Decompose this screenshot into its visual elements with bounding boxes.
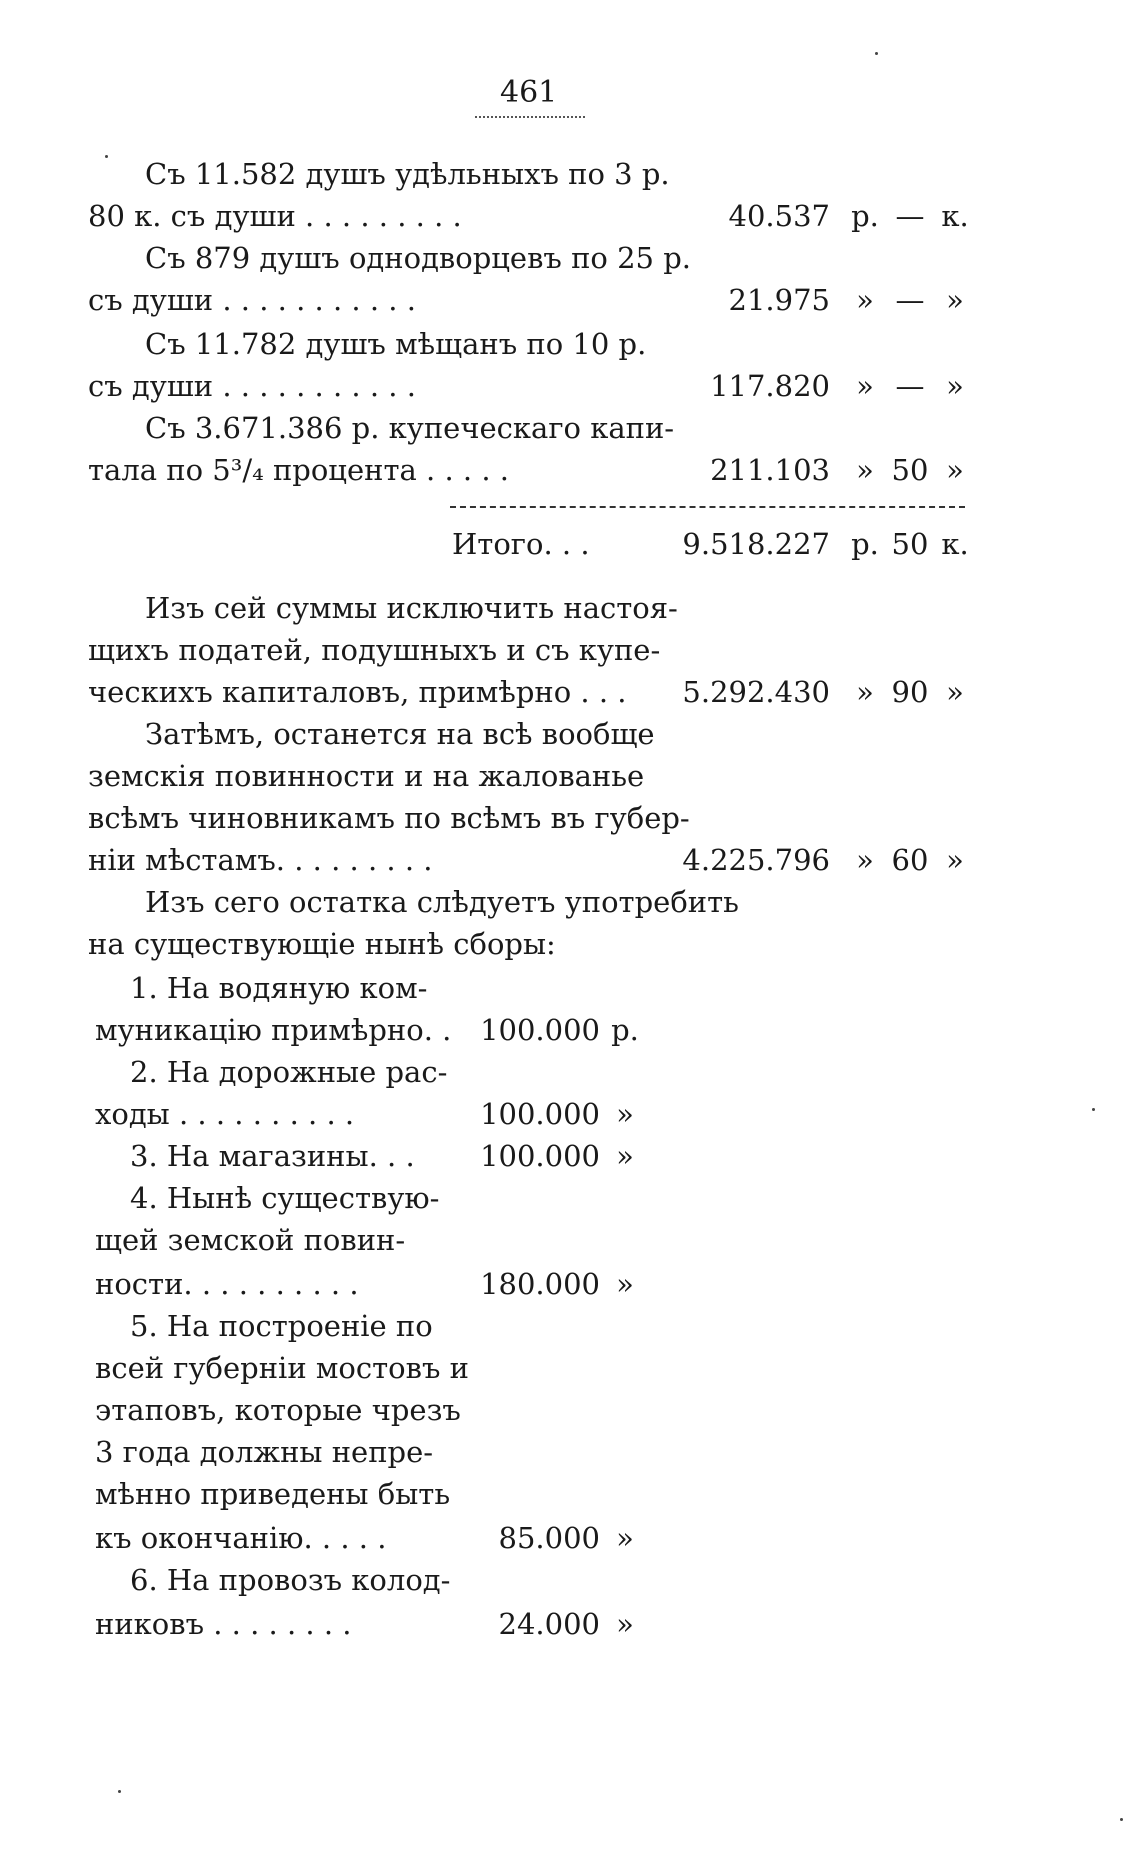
- exclude-kopecks: 90: [891, 675, 929, 709]
- entry-text: Съ 3.671.386 р. купеческаго капи-: [145, 411, 675, 445]
- item-text: ходы . . . . . . . . . .: [95, 1097, 355, 1131]
- entry-kopecks: 50: [891, 453, 929, 487]
- scan-speck: [105, 155, 108, 158]
- scan-speck: [1120, 1818, 1123, 1821]
- entry-kopecks: —: [895, 283, 925, 317]
- remain-sum: 4.225.796: [682, 843, 830, 877]
- item-sum: 85.000: [498, 1521, 600, 1555]
- entry-text: съ души . . . . . . . . . . .: [88, 283, 416, 317]
- entry-unit: »: [946, 283, 964, 317]
- exclude-unit: »: [946, 675, 964, 709]
- entry-text: Съ 11.582 душъ удѣльныхъ по 3 р.: [145, 157, 670, 191]
- entry-unit: к.: [941, 199, 969, 233]
- item-text: этаповъ, которые чрезъ: [95, 1393, 461, 1427]
- entry-unit: р.: [851, 199, 879, 233]
- total-sum: 9.518.227: [682, 527, 830, 561]
- item-sum: 100.000: [480, 1097, 600, 1131]
- paragraph-line: щихъ податей, подушныхъ и съ купе-: [88, 633, 661, 667]
- paragraph-line: ніи мѣстамъ. . . . . . . . .: [88, 843, 433, 877]
- item-text: муникацію примѣрно. .: [95, 1013, 452, 1047]
- item-text: никовъ . . . . . . . .: [95, 1607, 352, 1641]
- entry-text: 80 к. съ души . . . . . . . . .: [88, 199, 462, 233]
- entry-sum: 21.975: [728, 283, 830, 317]
- total-unit: р.: [851, 527, 879, 561]
- item-unit: р.: [611, 1013, 639, 1047]
- entry-unit: »: [856, 369, 874, 403]
- entry-kopecks: —: [895, 369, 925, 403]
- item-sum: 100.000: [480, 1139, 600, 1173]
- entry-text: Съ 879 душъ однодворцевъ по 25 р.: [145, 241, 692, 275]
- total-unit: к.: [941, 527, 969, 561]
- paragraph-line: земскія повинности и на жалованье: [88, 759, 645, 793]
- entry-sum: 40.537: [728, 199, 830, 233]
- paragraph-line: Изъ сего остатка слѣдуетъ употребить: [145, 885, 739, 919]
- header-rule: [475, 116, 585, 118]
- entry-kopecks: —: [895, 199, 925, 233]
- item-text: щей земской повин-: [95, 1223, 406, 1257]
- entry-text: Съ 11.782 душъ мѣщанъ по 10 р.: [145, 327, 647, 361]
- paragraph-line: Затѣмъ, останется на всѣ вообще: [145, 717, 655, 751]
- item-text: къ окончанію. . . . .: [95, 1521, 387, 1555]
- item-unit: »: [616, 1097, 634, 1131]
- remain-unit: »: [946, 843, 964, 877]
- item-unit: »: [616, 1521, 634, 1555]
- total-label: Итого. . .: [452, 527, 590, 561]
- scan-speck: [875, 52, 878, 55]
- item-text: 6. На провозъ колод-: [130, 1563, 451, 1597]
- item-text: 2. На дорожные рас-: [130, 1055, 448, 1089]
- remain-kopecks: 60: [891, 843, 929, 877]
- scan-speck: [118, 1790, 121, 1793]
- item-text: ности. . . . . . . . . .: [95, 1267, 359, 1301]
- paragraph-line: всѣмъ чиновникамъ по всѣмъ въ губер-: [88, 801, 690, 835]
- item-unit: »: [616, 1267, 634, 1301]
- exclude-sum: 5.292.430: [682, 675, 830, 709]
- item-text: 3. На магазины. . .: [130, 1139, 415, 1173]
- entry-text: тала по 5³/₄ процента . . . . .: [88, 453, 509, 487]
- item-text: 5. На построеніе по: [130, 1309, 433, 1343]
- item-text: 1. На водяную ком-: [130, 971, 428, 1005]
- paragraph-line: на существующіе нынѣ сборы:: [88, 927, 556, 961]
- item-sum: 180.000: [480, 1267, 600, 1301]
- item-sum: 24.000: [498, 1607, 600, 1641]
- paragraph-line: Изъ сей суммы исключить настоя-: [145, 591, 678, 625]
- page-number: 461: [500, 75, 558, 110]
- item-unit: »: [616, 1139, 634, 1173]
- exclude-unit: »: [856, 675, 874, 709]
- paragraph-line: ческихъ капиталовъ, примѣрно . . .: [88, 675, 627, 709]
- item-text: мѣнно приведены быть: [95, 1477, 451, 1511]
- item-sum: 100.000: [480, 1013, 600, 1047]
- item-unit: »: [616, 1607, 634, 1641]
- scan-speck: [1092, 1108, 1095, 1111]
- entry-text: съ души . . . . . . . . . . .: [88, 369, 416, 403]
- entry-unit: »: [946, 453, 964, 487]
- remain-unit: »: [856, 843, 874, 877]
- total-kopecks: 50: [891, 527, 929, 561]
- entry-unit: »: [856, 283, 874, 317]
- item-text: 3 года должны непре-: [95, 1435, 434, 1469]
- entry-sum: 211.103: [710, 453, 830, 487]
- entry-unit: »: [946, 369, 964, 403]
- item-text: 4. Нынѣ существую-: [130, 1181, 440, 1215]
- total-rule: [450, 506, 965, 508]
- item-text: всей губерніи мостовъ и: [95, 1351, 469, 1385]
- entry-unit: »: [856, 453, 874, 487]
- entry-sum: 117.820: [710, 369, 830, 403]
